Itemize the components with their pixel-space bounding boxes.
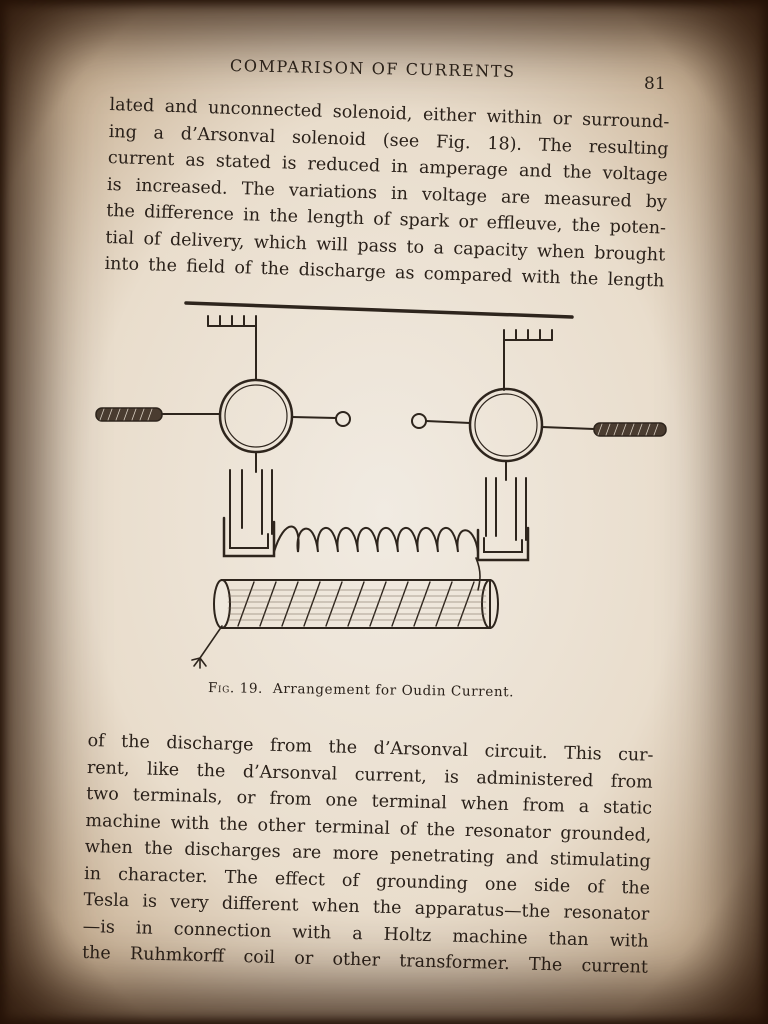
text-line: current as stated is reduced in amperage and the voltage — [107, 147, 668, 186]
text-line: into the field of the discharge as compared with the length — [104, 253, 665, 292]
text-line: —is in connection with a Holtz machine than with — [82, 916, 649, 952]
left-spark-sphere — [220, 380, 292, 452]
inductance-coil — [274, 527, 478, 553]
left-leyden-jar — [224, 470, 274, 556]
text-line: in character. The effect of grounding one side of the — [83, 863, 651, 899]
right-leyden-jar — [478, 478, 528, 560]
running-head: COMPARISON OF CURRENTS — [229, 56, 516, 81]
text-line: the Ruhmkorff coil or other transformer. The current — [81, 942, 649, 978]
text-line: of the discharge from the d’Arsonval circuit. This cur- — [87, 730, 654, 766]
top-bar — [186, 303, 572, 317]
figure-label: Fig. 19. — [207, 680, 264, 697]
text-line: two terminals, or from one terminal when from a static — [86, 783, 653, 819]
text-line: is increased. The variations in voltage are measured by — [106, 174, 668, 213]
figure-caption-text: Arrangement for Oudin Current. — [272, 680, 515, 701]
ground-lead — [192, 626, 222, 668]
text-line: Tesla is very different when the apparatus—the resonator — [83, 889, 650, 925]
text-line: lated and unconnected solenoid, either within or surround- — [109, 94, 670, 133]
body-text-bottom — [82, 728, 654, 981]
text-line: when the discharges are more penetrating and stimulating — [84, 836, 651, 872]
text-line: machine with the other terminal of the resonator grounded, — [85, 810, 652, 846]
figure-caption — [208, 680, 514, 700]
oudin-current-diagram — [88, 290, 678, 680]
right-comb-terminal — [504, 330, 552, 390]
text-line: rent, like the d’Arsonval current, is administered from — [86, 757, 654, 793]
left-discharger-rod — [96, 408, 350, 426]
right-discharger-rod — [412, 414, 666, 436]
page-header — [0, 56, 768, 94]
text-line: the difference in the length of spark or effleuve, the poten- — [105, 200, 667, 239]
text-line: ing a d’Arsonval solenoid (see Fig. 18). The resulting — [108, 121, 669, 160]
text-line: tial of delivery, which will pass to a capacity when brought — [105, 227, 666, 266]
left-comb-terminal — [208, 316, 256, 380]
body-text-top — [104, 92, 670, 295]
right-spark-sphere — [470, 389, 542, 461]
page-number: 81 — [644, 74, 666, 94]
oudin-resonator — [214, 580, 498, 628]
